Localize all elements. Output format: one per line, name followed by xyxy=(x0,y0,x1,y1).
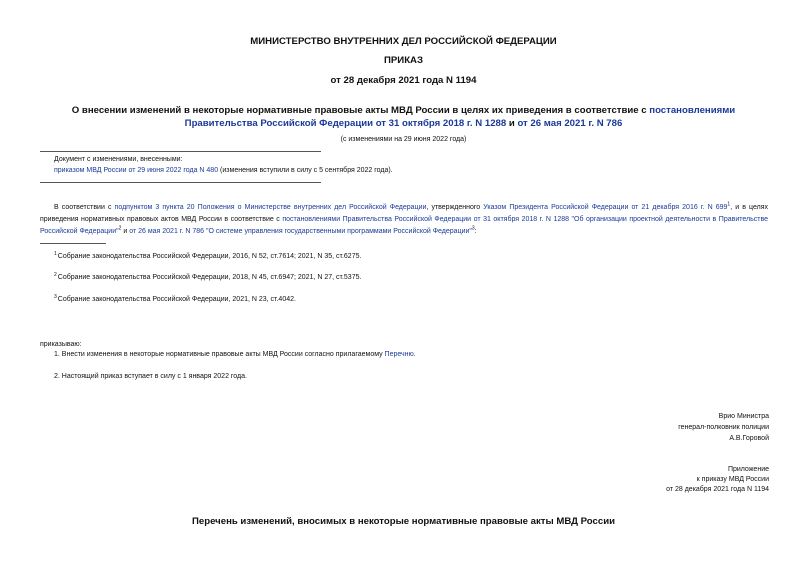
title-mid: и xyxy=(506,118,518,129)
footnote-2-number: 2 xyxy=(54,271,57,278)
preamble-link-resolution-1288[interactable]: постановлениями Правительства Российской Федерации от 31 октября 2018 г. N 1288 "Об организации проектной деятельности в Правительстве Российской Федерации" xyxy=(40,216,768,235)
preamble-link-resolution-786[interactable]: от 26 мая 2021 г. N 786 "О системе управления государственными программами Российской Федерации" xyxy=(129,228,472,235)
preamble-text-3: , и в целях приведения нормативных правовых актов МВД России в соответствие с xyxy=(40,204,769,223)
order-point-2: 2. Настоящий приказ вступает в силу с 1 января 2022 года. xyxy=(54,373,247,380)
order-verb: приказываю: xyxy=(40,341,82,348)
appendix-label: Приложение xyxy=(727,466,769,473)
preamble-text-2: , утвержденного xyxy=(426,204,484,211)
appendix-reference: к приказу МВД России xyxy=(696,476,769,483)
changes-link-order-480[interactable]: приказом МВД России от 29 июня 2022 года N 480 xyxy=(54,167,219,174)
order-point-1-link-list[interactable]: Перечню xyxy=(384,351,414,358)
footnote-ref-2[interactable]: 2 xyxy=(118,225,122,232)
footnote-ref-1[interactable]: 1 xyxy=(727,201,731,208)
preamble-link-decree-699[interactable]: Указом Президента Российской Федерации от 21 декабря 2016 г. N 699 xyxy=(483,204,728,211)
title-prefix: О внесении изменений в некоторые нормативные правовые акты МВД России в целях их приведения в соответствие с xyxy=(71,105,650,116)
document-type: ПРИКАЗ xyxy=(384,55,423,66)
changes-line xyxy=(54,167,393,174)
title-link-resolution-786[interactable]: от 26 мая 2021 г. N 786 xyxy=(517,118,623,129)
changes-suffix: (изменения вступили в силу с 5 сентября 2022 года). xyxy=(218,167,393,174)
order-point-1 xyxy=(54,351,416,358)
footnote-2-text: Собрание законодательства Российской Федерации, 2018, N 45, ст.6947; 2021, N 27, ст.5375. xyxy=(57,274,362,281)
document-date-number: от 28 декабря 2021 года N 1194 xyxy=(330,75,477,86)
appendix-date-number: от 28 декабря 2021 года N 1194 xyxy=(666,486,769,493)
preamble-text-1: В соответствии с xyxy=(54,204,115,211)
footnote-1 xyxy=(54,250,362,260)
footnote-1-text: Собрание законодательства Российской Федерации, 2016, N 52, ст.7614; 2021, N 35, ст.6275. xyxy=(57,253,362,260)
footnote-1-number: 1 xyxy=(54,250,57,257)
changes-intro: Документ с изменениями, внесенными: xyxy=(54,156,183,163)
order-point-1-end: . xyxy=(413,351,416,358)
footnote-3-text: Собрание законодательства Российской Федерации, 2021, N 23, ст.4042. xyxy=(57,296,296,303)
footnote-2 xyxy=(54,271,362,281)
footnotes-rule xyxy=(40,243,106,244)
title-link-resolution-1288[interactable]: постановлениями Правительства Российской Федерации от 31 октября 2018 г. N 1288 xyxy=(184,105,736,129)
signature-position: Врио Министра xyxy=(718,413,769,420)
ministry-heading: МИНИСТЕРСТВО ВНУТРЕННИХ ДЕЛ РОССИЙСКОЙ ФЕДЕРАЦИИ xyxy=(250,36,557,47)
amendment-note: (с изменениями на 29 июня 2022 года) xyxy=(340,136,467,143)
document-title xyxy=(52,104,755,130)
preamble-text-5: : xyxy=(474,228,477,235)
preamble-paragraph xyxy=(40,202,768,238)
order-point-1-text: 1. Внести изменения в некоторые нормативные правовые акты МВД России согласно прилагаемому xyxy=(54,351,385,358)
signature-rank: генерал-полковник полиции xyxy=(678,424,769,431)
changes-bottom-rule xyxy=(40,182,321,183)
signature-name: А.В.Горовой xyxy=(729,435,769,442)
appendix-title: Перечень изменений, вносимых в некоторые нормативные правовые акты МВД России xyxy=(191,516,616,527)
preamble-text-4: и xyxy=(121,228,130,235)
footnote-3-number: 3 xyxy=(54,293,57,300)
footnote-3 xyxy=(54,293,296,303)
changes-top-rule xyxy=(40,151,321,152)
preamble-link-regulation[interactable]: подпунктом 3 пункта 20 Положения о Министерстве внутренних дел Российской Федерации xyxy=(114,204,427,211)
footnote-ref-3[interactable]: 3 xyxy=(471,225,475,232)
